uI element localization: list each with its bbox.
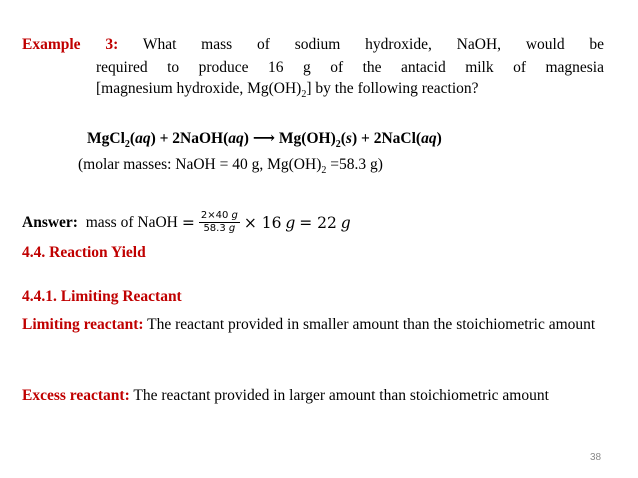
denominator-value: 58.3 bbox=[203, 223, 226, 234]
denominator-unit: g bbox=[228, 223, 236, 234]
answer-text: mass of NaOH bbox=[85, 213, 178, 231]
example-text-line1: What mass of sodium hydroxide, NaOH, would be bbox=[142, 36, 604, 53]
example-line3-sub: 2 bbox=[301, 89, 307, 101]
subsection-title: 4.4.1. Limiting Reactant bbox=[22, 288, 182, 305]
reaction-equation: MgCl$_2$(aq) + 2NaOH(aq) ⟶ $Mg(OH)_2(s)$ + 2NaCl(aq) bbox=[87, 130, 442, 151]
eq-naoh: ) + 2NaOH( bbox=[150, 130, 229, 147]
example-line3-post: ] by the following reaction? bbox=[306, 80, 479, 97]
eq-aq3: aq bbox=[421, 130, 437, 147]
answer-fraction bbox=[199, 210, 240, 235]
example-question-continued bbox=[96, 57, 604, 105]
example-line3-pre: [magnesium hydroxide, Mg(OH) bbox=[96, 80, 302, 97]
molar-post: =58.3 g) bbox=[326, 156, 383, 173]
excess-def: The reactant provided in larger amount than stoichiometric amount bbox=[133, 387, 549, 404]
molar-masses bbox=[78, 156, 383, 176]
answer-line bbox=[22, 210, 351, 235]
example-label: Example 3: bbox=[22, 36, 119, 53]
eq-aq2: aq bbox=[228, 130, 244, 147]
example-text-line2: required to produce 16 g of the antacid milk of magnesia bbox=[96, 59, 604, 76]
answer-label: Answer: bbox=[22, 213, 78, 231]
example-question-line1 bbox=[22, 34, 604, 56]
limiting-term: Limiting reactant: bbox=[22, 316, 144, 333]
excess-term: Excess reactant: bbox=[22, 387, 130, 404]
eq-aq1: aq bbox=[135, 130, 151, 147]
example-text-line3 bbox=[96, 78, 604, 105]
numerator-unit: g bbox=[231, 210, 238, 221]
answer-unit-g2: g bbox=[340, 213, 351, 232]
answer-result: = 22 bbox=[299, 213, 337, 232]
fraction-denominator bbox=[201, 223, 237, 235]
excess-reactant-definition bbox=[22, 385, 604, 406]
answer-times: × 16 bbox=[243, 213, 282, 232]
section-title: 4.4. Reaction Yield bbox=[22, 244, 146, 261]
numerator-value: 2×40 bbox=[200, 210, 229, 221]
answer-equals: = bbox=[181, 213, 195, 232]
limiting-def: The reactant provided in smaller amount than the stoichiometric amount bbox=[147, 316, 596, 333]
limiting-reactant-definition bbox=[22, 314, 604, 335]
page-number: 38 bbox=[590, 452, 602, 463]
molar-sub: 2 bbox=[321, 165, 327, 177]
fraction-numerator bbox=[199, 210, 240, 223]
answer-unit-g1: g bbox=[285, 213, 296, 232]
molar-pre: (molar masses: NaOH = 40 g, Mg(OH) bbox=[78, 156, 322, 173]
eq-oh-sub: 2 bbox=[335, 139, 341, 151]
eq-solid: s bbox=[345, 130, 352, 147]
eq-arrow-product: ) ⟶ Mg(OH) bbox=[243, 130, 336, 147]
eq-nacl: ) + 2NaCl( bbox=[351, 130, 422, 147]
eq-mgcl: MgCl bbox=[87, 130, 125, 147]
eq-mgcl-sub: 2 bbox=[124, 139, 130, 151]
eq-close: ) bbox=[436, 130, 442, 147]
